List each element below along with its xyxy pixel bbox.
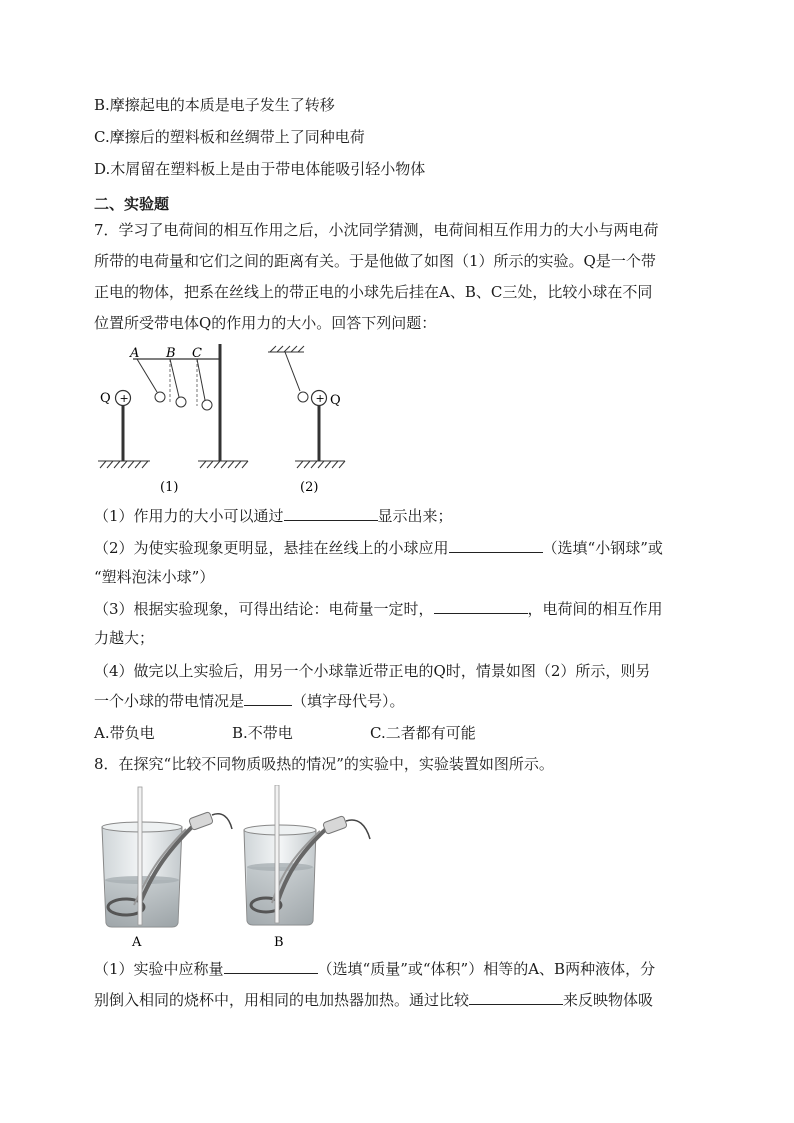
section-heading: 二、实验题 (94, 195, 170, 213)
label-b: B (166, 346, 176, 361)
ground-hatch-left (98, 461, 150, 468)
q7-line-2: 所带的电荷量和它们之间的距离有关。于是他做了如图（1）所示的实验。Q是一个带 (94, 252, 656, 270)
caption-2: (2) (300, 480, 319, 495)
caption-1: (1) (160, 480, 179, 495)
other-ball (298, 392, 308, 402)
ball-a (155, 392, 165, 402)
label-q1: Q (100, 391, 111, 406)
answer-blank-3[interactable] (434, 599, 528, 614)
option-d: D.木屑留在塑料板上是由于带电体能吸引轻小物体 (94, 160, 426, 178)
option-b: B.摩擦起电的本质是电子发生了转移 (94, 96, 335, 114)
q8-stem: 8．在探究“比较不同物质吸热的情况”的实验中，实验装置如图所示。 (94, 755, 554, 773)
q7-part3-cont: 力越大； (94, 629, 155, 647)
q7-line-4: 位置所受带电体Q的作用力的大小。回答下列问题： (94, 314, 437, 332)
q7-part2-cont: “塑料泡沫小球”） (94, 568, 215, 586)
q7-part3: （3）根据实验现象，可得出结论：电荷量一定时， ，电荷间的相互作用 (94, 600, 663, 618)
figure-coulomb-experiment (90, 340, 360, 500)
answer-blank-4[interactable] (244, 691, 292, 706)
ground-hatch-fig2 (295, 461, 345, 468)
label-c: C (192, 346, 202, 361)
option-c-both: C.二者都有可能 (370, 724, 476, 742)
ceiling-hatch (268, 346, 304, 352)
answer-blank-1[interactable] (284, 506, 378, 521)
ball-c (202, 400, 212, 410)
q7-part1: （1）作用力的大小可以通过 显示出来； (94, 507, 453, 525)
beaker-label-b: B (274, 935, 284, 950)
q7-part2: （2）为使实验现象更明显，悬挂在丝线上的小球应用 （选填“小钢球”或 (94, 539, 663, 557)
beaker-label-a: A (132, 935, 142, 950)
answer-blank-6[interactable] (469, 990, 563, 1005)
label-q2: Q (330, 393, 341, 408)
q8-part1-cont: 别倒入相同的烧杯中，用相同的电加热器加热。通过比较 来反映物体吸 (94, 991, 654, 1009)
beaker-b (244, 785, 370, 925)
svg-text:+: + (315, 392, 325, 405)
option-c: C.摩擦后的塑料板和丝绸带上了同种电荷 (94, 128, 365, 146)
ground-hatch-right (198, 461, 248, 468)
answer-blank-5[interactable] (224, 959, 318, 974)
plus-sign: + (119, 392, 129, 405)
answer-blank-2[interactable] (449, 538, 543, 553)
q8-part1: （1）实验中应称量 （选填“质量”或“体积”）相等的A、B两种液体，分 (94, 960, 656, 978)
q7-part4-cont: 一个小球的带电情况是 （填字母代号）。 (94, 692, 405, 710)
option-a-negative: A.带负电 (94, 724, 155, 742)
label-a: A (130, 346, 140, 361)
figure-beakers (94, 785, 384, 950)
q7-part4: （4）做完以上实验后，用另一个小球靠近带正电的Q时，情景如图（2）所示，则另 (94, 662, 651, 680)
q7-line-1: 7．学习了电荷间的相互作用之后，小沈同学猜测，电荷间相互作用力的大小与两电荷 (94, 221, 659, 239)
ball-b (176, 397, 186, 407)
beaker-a (102, 787, 232, 927)
option-b-neutral: B.不带电 (232, 724, 293, 742)
q7-line-3: 正电的物体，把系在丝线上的带正电的小球先后挂在A、B、C三处，比较小球在不同 (94, 283, 653, 301)
